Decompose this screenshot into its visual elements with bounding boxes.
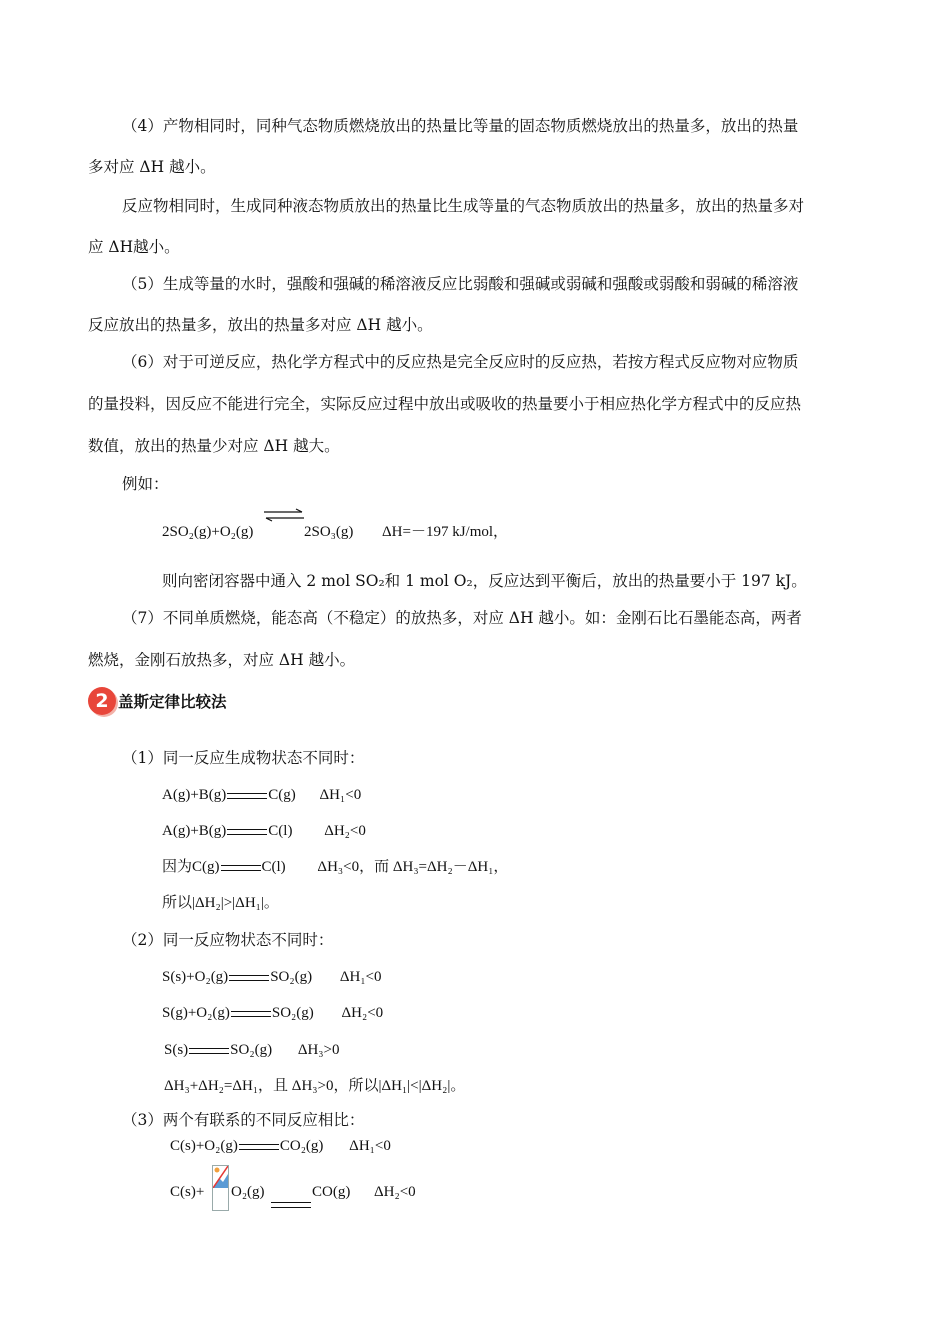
eq-dh: ΔH₂<0	[324, 823, 366, 839]
case-3-eq-2-dh: ΔH₂<0	[374, 1184, 416, 1200]
section-heading	[88, 686, 227, 716]
eq-right: SO₂(g)	[270, 969, 313, 985]
eq-left: C(s)+O₂(g)	[170, 1138, 238, 1154]
eq-right: C(l)	[268, 823, 293, 839]
eq-dh: ΔH₃<0，而 ΔH₃=ΔH₂－ΔH₁，	[317, 859, 509, 875]
case-1-conclusion: 所以|ΔH₂|>|ΔH₁|。	[162, 895, 279, 911]
image-placeholder-icon	[213, 1166, 228, 1188]
paragraph-4-line-2: 多对应 ΔH 越小。	[88, 158, 216, 176]
eq-right: CO₂(g)	[279, 1138, 324, 1154]
paragraph-6-line-2: 的量投料，因反应不能进行完全，实际反应过程中放出或吸收的热量要小于相应热化学方程式中的反应热	[88, 395, 802, 413]
case-3-eq-2-mid: O₂(g)	[231, 1184, 265, 1200]
example-note: 则向密闭容器中通入 2 mol SO₂和 1 mol O₂，反应达到平衡后，放出的热量要小于 197 kJ。	[162, 572, 807, 590]
paragraph-5-line-2: 反应放出的热量多，放出的热量多对应 ΔH 越小。	[88, 316, 433, 334]
paragraph-6-line-3: 数值，放出的热量少对应 ΔH 越大。	[88, 437, 340, 455]
eq-left: A(g)+B(g)	[162, 823, 227, 839]
case-1-eq-3	[162, 857, 508, 877]
eq-left: A(g)+B(g)	[162, 787, 227, 803]
equals-sign-icon	[229, 975, 269, 981]
equals-sign-icon	[189, 1048, 229, 1054]
eq-right: SO₂(g)	[230, 1042, 273, 1058]
case-2-eq-1	[162, 967, 382, 987]
case-2-conclusion: ΔH₃+ΔH₂=ΔH₁，且 ΔH₃>0，所以|ΔH₁|<|ΔH₂|。	[164, 1078, 466, 1094]
paragraph-5-line-1: （5）生成等量的水时，强酸和强碱的稀溶液反应比弱酸和强碱或弱碱和强酸或弱酸和弱碱的稀溶液	[122, 275, 799, 293]
eq-right: C(l)	[261, 859, 286, 875]
case-1-eq-2	[162, 821, 366, 841]
equals-sign-icon	[227, 793, 267, 799]
paragraph-6-line-1: （6）对于可逆反应，热化学方程式中的反应热是完全反应时的反应热，若按方程式反应物对应物质	[122, 353, 799, 371]
equilibrium-arrow-icon	[262, 508, 306, 522]
eq-left: S(g)+O₂(g)	[162, 1005, 230, 1021]
equals-sign-icon	[221, 865, 261, 871]
case-2-eq-3	[164, 1040, 340, 1060]
paragraph-7-line-1: （7）不同单质燃烧，能态高（不稳定）的放热多，对应 ΔH 越小。如：金刚石比石墨能态高，两者	[122, 609, 802, 627]
eq-dh: ΔH₂<0	[341, 1005, 384, 1021]
eq-right: C(g)	[268, 787, 296, 803]
paragraph-4-line-1: （4）产物相同时，同种气态物质燃烧放出的热量比等量的固态物质燃烧放出的热量多，放出的热量	[122, 117, 799, 135]
case-3-title: （3）两个有联系的不同反应相比：	[122, 1111, 365, 1129]
case-1-eq-1	[162, 785, 361, 805]
paragraph-7-line-2: 燃烧，金刚石放热多，对应 ΔH 越小。	[88, 651, 356, 669]
case-2-eq-2	[162, 1003, 383, 1023]
example-equation-right: 2SO₃(g)	[304, 524, 354, 540]
eq-dh: ΔH₁<0	[319, 787, 362, 803]
paragraph-4b-line-1: 反应物相同时，生成同种液态物质放出的热量比生成等量的气态物质放出的热量多，放出的热量多对	[122, 197, 805, 215]
example-label: 例如：	[122, 475, 169, 493]
section-number-badge: 2	[88, 687, 116, 715]
equals-sign-icon	[271, 1202, 311, 1208]
eq-dh: ΔH₁<0	[349, 1138, 391, 1154]
example-equation-dh: ΔH=－197 kJ/mol，	[382, 524, 509, 540]
example-equation-left: 2SO₂(g)+O₂(g)	[162, 524, 254, 540]
equals-sign-icon	[239, 1144, 279, 1150]
eq-right: SO₂(g)	[271, 1005, 314, 1021]
eq-dh: ΔH₃>0	[297, 1042, 340, 1058]
broken-image-icon	[212, 1165, 229, 1211]
eq-left: 因为C(g)	[162, 859, 220, 875]
eq-dh: ΔH₁<0	[339, 969, 382, 985]
case-3-eq-2-right: CO(g)	[312, 1184, 351, 1200]
paragraph-4b-line-2: 应 ΔH越小。	[88, 238, 180, 256]
case-3-eq-1	[170, 1136, 391, 1156]
eq-left: S(s)	[164, 1042, 189, 1058]
section-title: 盖斯定律比较法	[118, 693, 227, 711]
equals-sign-icon	[227, 829, 267, 835]
case-3-eq-2-left: C(s)+	[170, 1184, 205, 1200]
case-2-title: （2）同一反应物状态不同时：	[122, 931, 334, 949]
eq-left: S(s)+O₂(g)	[162, 969, 229, 985]
case-1-title: （1）同一反应生成物状态不同时：	[122, 749, 365, 767]
equals-sign-icon	[231, 1011, 271, 1017]
